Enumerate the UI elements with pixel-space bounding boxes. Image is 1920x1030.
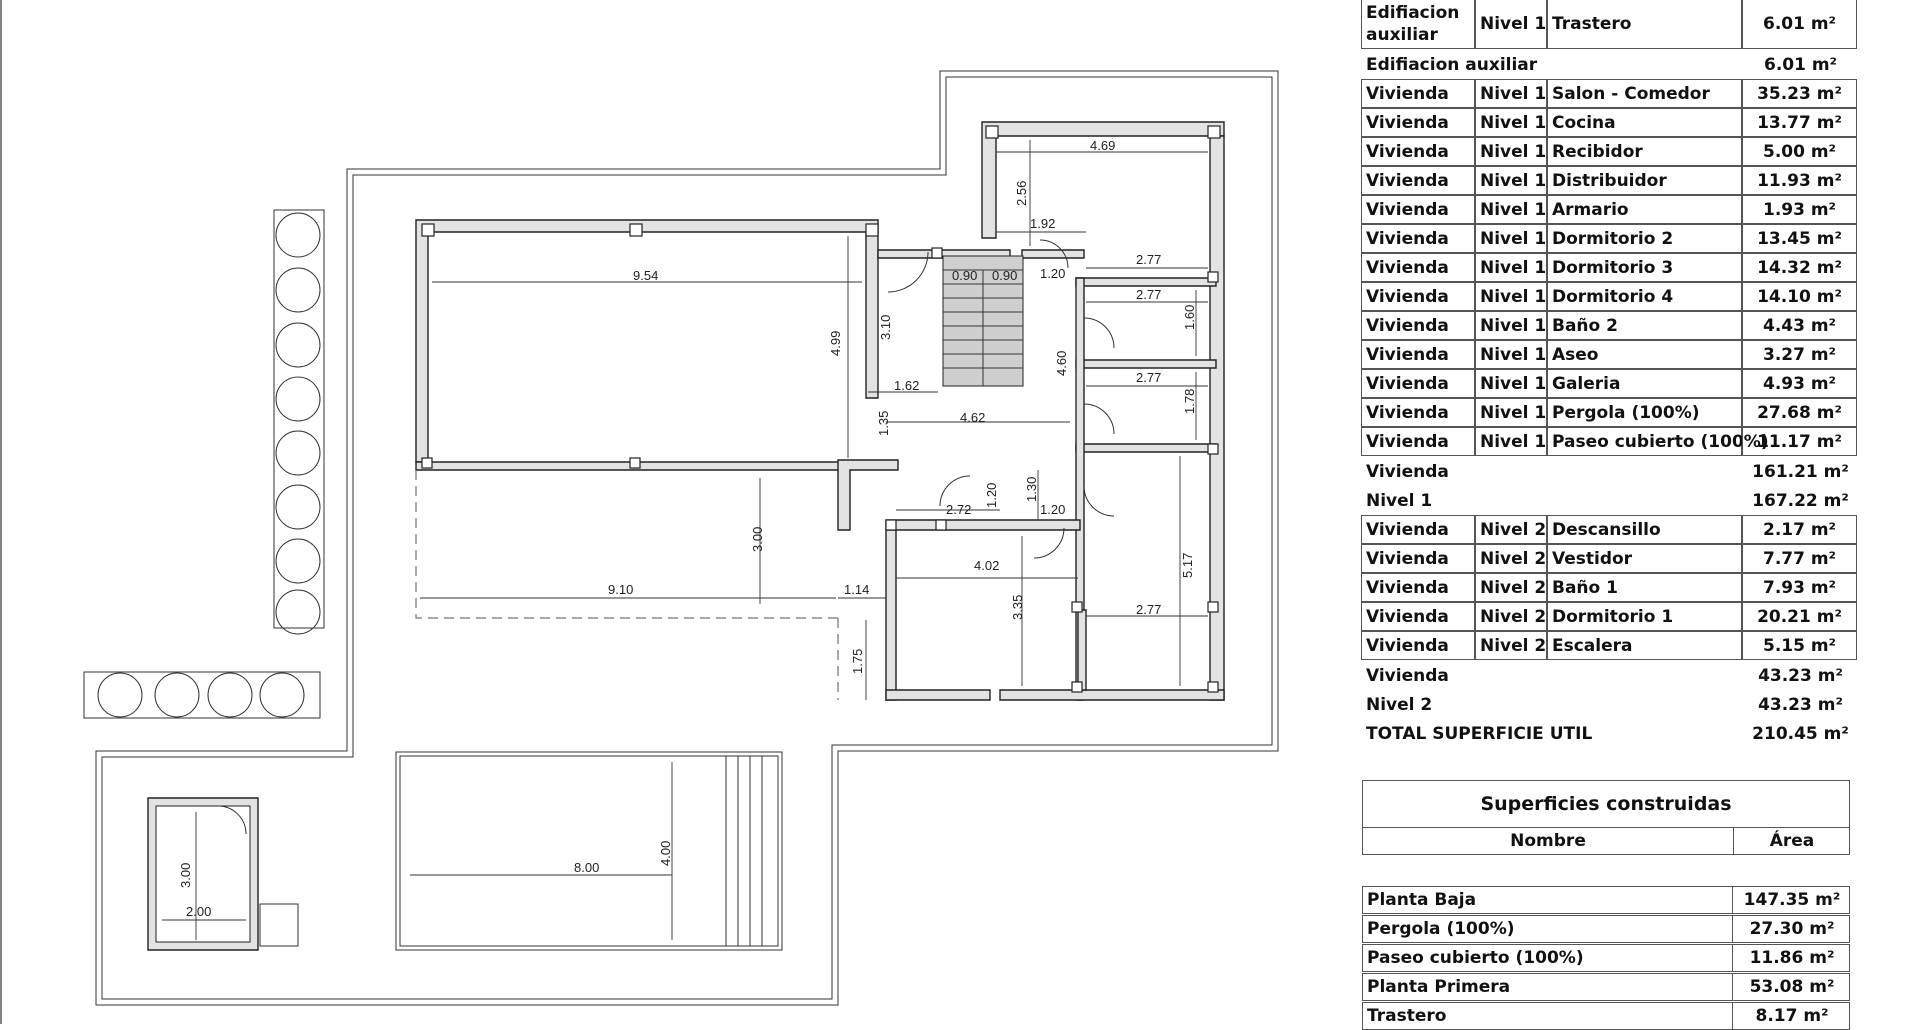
area-value: 3.27 m² (1742, 340, 1857, 369)
area-level: Nivel 1 (1475, 427, 1547, 456)
aux-building (148, 798, 298, 950)
dim-label: 8.00 (574, 860, 600, 875)
dim-label: 1.60 (1182, 304, 1197, 330)
dim-label: 0.90 (992, 268, 1018, 283)
area-room: Recibidor (1547, 137, 1742, 166)
area-level: Nivel 1 (1475, 195, 1547, 224)
area-total-label: Vivienda (1366, 665, 1449, 686)
dim-label: 1.20 (1040, 266, 1066, 281)
area-room: Baño 2 (1547, 311, 1742, 340)
area-building: Vivienda (1361, 137, 1475, 166)
area-building: Vivienda (1361, 544, 1475, 573)
area-level: Nivel 1 (1475, 398, 1547, 427)
area-value: 4.43 m² (1742, 311, 1857, 340)
area-room: Baño 1 (1547, 573, 1742, 602)
superficie-area: 147.35 m² (1743, 890, 1841, 910)
dim-label: 4.62 (960, 410, 986, 425)
area-room: Aseo (1547, 340, 1742, 369)
dim-label: 1.78 (1182, 388, 1197, 414)
area-row (1362, 225, 1858, 254)
area-room: Distribuidor (1547, 166, 1742, 195)
area-value: 11.17 m² (1742, 427, 1857, 456)
dim-label: 4.99 (828, 330, 843, 356)
superficies-title: Superficies construidas (1362, 780, 1850, 828)
area-building: Vivienda (1361, 224, 1475, 253)
area-room: Dormitorio 3 (1547, 253, 1742, 282)
dim-label: 3.10 (878, 314, 893, 340)
area-total-value: 43.23 m² (1758, 665, 1843, 686)
area-total-value: 210.45 m² (1752, 723, 1849, 744)
col-nombre: Nombre (1363, 828, 1734, 854)
area-building: Vivienda (1361, 311, 1475, 340)
area-row (1362, 341, 1858, 370)
area-row (1362, 516, 1858, 545)
area-total-label: Nivel 2 (1366, 694, 1433, 715)
area-level: Nivel 1 (1475, 224, 1547, 253)
area-total-value: 167.22 m² (1752, 490, 1849, 511)
area-room: Pergola (100%) (1547, 398, 1742, 427)
area-row (1362, 603, 1858, 632)
superficie-name: Planta Baja (1363, 887, 1733, 913)
dim-label: 2.77 (1136, 370, 1162, 385)
area-building: Vivienda (1361, 282, 1475, 311)
superficie-row (1362, 886, 1850, 914)
area-value: 35.23 m² (1742, 79, 1857, 108)
dim-label: 4.69 (1090, 138, 1116, 153)
area-row (1362, 312, 1858, 341)
area-level: Nivel 1 (1475, 282, 1547, 311)
area-room: Vestidor (1547, 544, 1742, 573)
area-building: Vivienda (1361, 108, 1475, 137)
area-building: Vivienda (1361, 602, 1475, 631)
area-room: Escalera (1547, 631, 1742, 660)
area-level: Nivel 2 (1475, 602, 1547, 631)
area-value: 2.17 m² (1742, 515, 1857, 544)
area-row (1362, 399, 1858, 428)
area-level: Nivel 2 (1475, 515, 1547, 544)
plot-boundary-inner (102, 77, 1272, 999)
area-row (1362, 370, 1858, 399)
dim-label: 9.54 (633, 268, 659, 283)
area-room: Dormitorio 1 (1547, 602, 1742, 631)
area-row (1362, 545, 1858, 574)
area-room: Dormitorio 4 (1547, 282, 1742, 311)
dim-label: 9.10 (608, 582, 634, 597)
dim-label: 1.14 (844, 582, 870, 597)
dim-label: 1.75 (850, 648, 865, 674)
area-value: 4.93 m² (1742, 369, 1857, 398)
superficie-area: 53.08 m² (1749, 977, 1835, 997)
area-building: Vivienda (1361, 253, 1475, 282)
area-row (1362, 196, 1858, 225)
dim-label: 2.56 (1014, 180, 1029, 206)
area-building: Vivienda (1361, 427, 1475, 456)
area-value: 6.01 m² (1742, 0, 1857, 49)
superficie-name: Paseo cubierto (100%) (1363, 945, 1733, 971)
area-value: 5.00 m² (1742, 137, 1857, 166)
dim-label: 3.35 (1010, 594, 1025, 620)
superficie-row (1362, 973, 1850, 1001)
dim-label: 1.30 (1024, 476, 1039, 502)
area-value: 13.77 m² (1742, 108, 1857, 137)
dim-label: 3.00 (750, 526, 765, 552)
area-total-row (1362, 50, 1858, 79)
area-row (1362, 283, 1858, 312)
area-row (1362, 0, 1858, 50)
area-row (1362, 254, 1858, 283)
dim-label: 2.77 (1136, 252, 1162, 267)
superficie-name: Pergola (100%) (1363, 916, 1733, 942)
superficies-header-row (1362, 827, 1850, 855)
area-total-row (1362, 486, 1858, 515)
dim-label: 1.92 (1030, 216, 1056, 231)
area-level: Nivel 1 (1475, 79, 1547, 108)
area-total-row (1362, 690, 1858, 719)
area-row (1362, 138, 1858, 167)
area-total-label: Vivienda (1366, 461, 1449, 482)
area-row (1362, 632, 1858, 661)
area-building: Edifiacion auxiliar (1361, 0, 1475, 49)
dim-label: 1.35 (876, 410, 891, 436)
area-room: Descansillo (1547, 515, 1742, 544)
area-level: Nivel 2 (1475, 573, 1547, 602)
area-room: Galeria (1547, 369, 1742, 398)
area-level: Nivel 1 (1475, 253, 1547, 282)
area-level: Nivel 1 (1475, 108, 1547, 137)
dim-label: 2.72 (946, 502, 972, 517)
area-room: Paseo cubierto (100%) (1547, 427, 1742, 456)
dim-label: 5.17 (1180, 552, 1195, 578)
area-building: Vivienda (1361, 515, 1475, 544)
area-value: 20.21 m² (1742, 602, 1857, 631)
area-value: 27.68 m² (1742, 398, 1857, 427)
superficie-row (1362, 915, 1850, 943)
area-value: 5.15 m² (1742, 631, 1857, 660)
area-level: Nivel 1 (1475, 340, 1547, 369)
area-building: Vivienda (1361, 398, 1475, 427)
superficie-area: 8.17 m² (1755, 1006, 1829, 1026)
area-value: 7.93 m² (1742, 573, 1857, 602)
area-level: Nivel 1 (1475, 166, 1547, 195)
areas-table (1362, 0, 1862, 1024)
superficie-name: Planta Primera (1363, 974, 1733, 1000)
area-total-label: Edifiacion auxiliar (1366, 54, 1538, 75)
dim-label: 1.62 (894, 378, 920, 393)
area-room: Dormitorio 2 (1547, 224, 1742, 253)
area-building: Vivienda (1361, 631, 1475, 660)
area-level: Nivel 1 (1475, 137, 1547, 166)
area-value: 13.45 m² (1742, 224, 1857, 253)
dim-label: 4.00 (658, 840, 673, 866)
garden-planters (84, 210, 324, 718)
area-total-value: 6.01 m² (1763, 54, 1838, 75)
area-level: Nivel 1 (1475, 0, 1547, 49)
superficie-area: 27.30 m² (1749, 919, 1835, 939)
area-building: Vivienda (1361, 573, 1475, 602)
area-row (1362, 80, 1858, 109)
area-total-row (1362, 719, 1858, 748)
area-room: Trastero (1547, 0, 1742, 49)
dim-label: 1.20 (984, 482, 999, 508)
dimension-lines (162, 140, 1208, 940)
area-building: Vivienda (1361, 79, 1475, 108)
area-level: Nivel 2 (1475, 631, 1547, 660)
area-total-label: Nivel 1 (1366, 490, 1433, 511)
area-room: Salon - Comedor (1547, 79, 1742, 108)
area-level: Nivel 1 (1475, 311, 1547, 340)
area-room: Cocina (1547, 108, 1742, 137)
area-building: Vivienda (1361, 340, 1475, 369)
area-row (1362, 167, 1858, 196)
dim-label: 4.02 (974, 558, 1000, 573)
area-total-value: 161.21 m² (1752, 461, 1849, 482)
area-value: 11.93 m² (1742, 166, 1857, 195)
area-value: 7.77 m² (1742, 544, 1857, 573)
dim-label: 0.90 (952, 268, 978, 283)
dim-label: 3.00 (178, 862, 193, 888)
area-level: Nivel 1 (1475, 369, 1547, 398)
area-row (1362, 574, 1858, 603)
area-room: Armario (1547, 195, 1742, 224)
area-row (1362, 428, 1858, 457)
area-building: Vivienda (1361, 369, 1475, 398)
area-building: Vivienda (1361, 166, 1475, 195)
area-total-value: 43.23 m² (1758, 694, 1843, 715)
dim-label: 2.77 (1136, 602, 1162, 617)
swimming-pool (396, 752, 782, 950)
plot-boundary (96, 71, 1278, 1005)
area-value: 14.32 m² (1742, 253, 1857, 282)
area-building: Vivienda (1361, 195, 1475, 224)
dim-label: 1.20 (1040, 502, 1066, 517)
area-total-label: TOTAL SUPERFICIE UTIL (1366, 723, 1593, 744)
area-level: Nivel 2 (1475, 544, 1547, 573)
dim-label: 2.00 (186, 904, 212, 919)
area-total-row (1362, 457, 1858, 486)
dim-label: 2.77 (1136, 287, 1162, 302)
dim-label: 4.60 (1054, 350, 1069, 376)
area-total-row (1362, 661, 1858, 690)
superficie-row (1362, 944, 1850, 972)
col-area: Área (1769, 831, 1815, 851)
area-row (1362, 109, 1858, 138)
superficie-area: 11.86 m² (1749, 948, 1835, 968)
superficie-name: Trastero (1363, 1003, 1733, 1029)
area-value: 1.93 m² (1742, 195, 1857, 224)
area-value: 14.10 m² (1742, 282, 1857, 311)
superficie-row (1362, 1002, 1850, 1030)
